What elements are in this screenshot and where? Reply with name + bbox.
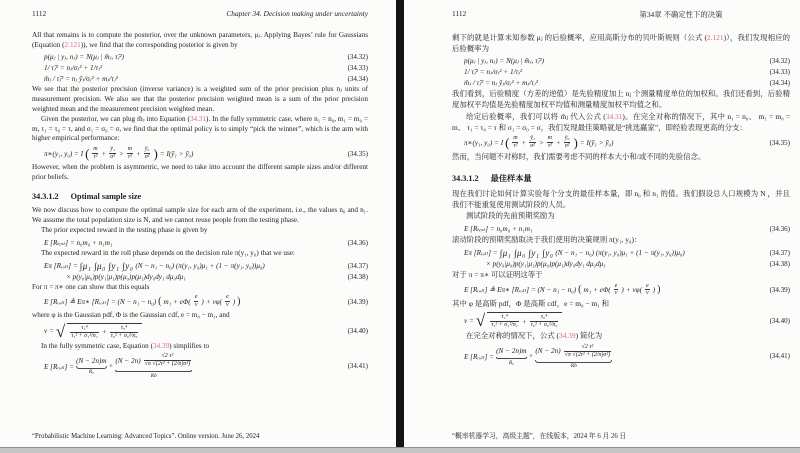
operator: + <box>135 149 141 158</box>
book-footer: “概率机器学习，高级主题”，在线版本，2024 年 6 月 26 日 <box>452 433 627 440</box>
equation-34-39 <box>44 294 368 309</box>
paragraph-optimal-policy: 对于 π = π∗ 可以证明这等于 <box>452 269 543 279</box>
equation-number: (34.40) <box>347 327 368 336</box>
equation-reference-link[interactable]: 34.31 <box>189 115 207 124</box>
equation-term: + vφ( <box>205 297 223 306</box>
chapter-running-title: 第34章 不确定性下的决策 <box>639 10 723 19</box>
equation-body: m̂ⱼ / τ̂ⱼ² = nⱼ ȳⱼ/σⱼ² + mⱼ/τⱼ² <box>464 79 538 88</box>
underbraced-term <box>535 344 612 369</box>
equation-number: (34.35) <box>347 149 368 158</box>
paragraph-text: All that remains is to compute the posterior, over the unknown parameters, μⱼ. Applying Bayes’ rule for Gaussians (Equation ( <box>32 31 368 49</box>
denominator: v <box>614 290 618 297</box>
denominator: σ² <box>144 154 150 161</box>
paragraph-prior-reward: 测试阶段的先前预期奖励为 <box>466 211 555 221</box>
numerator: e <box>614 282 618 289</box>
close-paren: ) <box>237 295 241 307</box>
operator: + <box>108 362 114 371</box>
radicand <box>67 323 142 340</box>
denominator: τ₀² + σ₀²/n₀ <box>110 332 138 339</box>
equation-lhs: Eπ [Rᵣₒₗₗ] = <box>464 249 498 258</box>
equation-34-38 <box>486 260 790 268</box>
denominator: σ² <box>564 143 570 150</box>
fraction <box>109 146 116 161</box>
equation-reference-link[interactable]: 34.39 <box>152 341 170 350</box>
equation-body <box>44 146 193 161</box>
denominator: √π √(2τ² + (2/n)σ²) <box>144 361 191 368</box>
equation-34-38 <box>66 273 368 281</box>
equation-34-37 <box>44 261 368 271</box>
equation-number: (34.41) <box>769 352 790 361</box>
denominator: τ² <box>93 154 98 161</box>
fraction <box>530 314 559 329</box>
equation-term <box>535 344 612 359</box>
paragraph-asymmetric-note: However, when the problem is asymmetric, we need to take into account the different sample sizes and/or different prior beliefs. <box>32 162 368 181</box>
paragraph-sample-size-intro: 现在我们讨论如何计算实验每个分支的最佳样本量，即 n₀ 和 n₁ 的值。我们假设总人口规模为 N ，并且我们不能重复使用测试阶段的人员。 <box>452 188 790 209</box>
equation-34-36 <box>44 238 368 247</box>
denominator: τ₁² + σ₁²/n₁ <box>491 322 518 329</box>
fraction <box>512 135 518 150</box>
equation-term: (N − 2n) <box>115 356 141 365</box>
integral-signs: ∫μ₁ ∫μ₀ ∫y₁ ∫y₀ <box>499 247 554 258</box>
equation-rhs: = I(ȳ₁ > ȳ₀) <box>579 138 614 147</box>
paragraph-precision-explanation: We see that the posterior precision (inverse variance) is a weighted sum of the prior precision plus nⱼ units of measurement precision. We also see that the posterior precision weighted mean is a sum of the prior precision weighted mean and the measurement precision weighted mean. <box>32 85 368 113</box>
radicand <box>487 312 562 329</box>
denominator: τ² <box>127 154 132 161</box>
open-paren: ( <box>505 135 510 151</box>
paragraph-text: In the fully symmetric case, Equation ( <box>41 341 153 350</box>
equation-number: (34.41) <box>347 362 368 371</box>
close-paren: ) <box>657 283 661 295</box>
fraction <box>529 135 536 150</box>
equation-lhs: E [Rᵣₒₗₗ] ≜ Eπ∗ [Rᵣₒₗₗ] = (N − n₁ − n₀) <box>464 286 577 295</box>
equation-number: (34.36) <box>769 224 790 233</box>
equation-term: + vφ( <box>625 285 643 294</box>
numerator: τ₀⁴ <box>120 324 128 331</box>
section-number: 34.3.1.2 <box>452 173 479 183</box>
paragraph-symmetric-case <box>32 115 368 144</box>
equation-34-33 <box>464 67 790 76</box>
equation-term: (N − 2n)m <box>76 356 107 365</box>
numerator: √2 τ² <box>581 343 594 350</box>
open-paren: ( <box>578 283 582 295</box>
equation-body: p(μⱼ | yⱼ, nⱼ) = N(μⱼ | m̂ⱼ, τ̂ⱼ²) <box>44 53 125 62</box>
numerator: m <box>127 146 133 153</box>
page-chinese <box>404 0 800 447</box>
paragraph-roll-reward: 滚动阶段的预期奖励取决于我们使用的决策规则 π(y₁, y₀)： <box>452 235 642 245</box>
section-number: 34.3.1.2 <box>32 192 59 202</box>
equation-lhs: v = <box>464 316 474 325</box>
equation-lhs: E [Rᵣₒₗₗ] ≜ Eπ∗ [Rᵣₒₗₗ] = (N − n₁ − n₀) <box>44 298 157 307</box>
equation-body: 1/ τ̂ⱼ² = nⱼ/σⱼ² + 1/τⱼ² <box>44 64 103 73</box>
denominator: √π √(2τ² + (2/n)σ²) <box>564 351 611 358</box>
paragraph-text: 在完全对称的情况下，公式 ( <box>466 331 559 341</box>
equation-term: (N − 2n) <box>535 347 561 356</box>
numerator: τ₁⁴ <box>81 324 88 331</box>
close-paren: ) <box>573 135 578 151</box>
equation-lhs: π∗(y₁, y₀) = I <box>44 150 84 159</box>
paragraph-text: ). In the fully symmetric case, where n₁ = n₀, m₁ = m₀ = m, τ₁ = τ₀ = τ, and σ₁ = σ₀ = σ, we find that the optimal policy is to simply “pick the winner”, which is the arm with higher empirical performance: <box>32 115 368 143</box>
equation-lhs: π∗(y₁, y₀) = I <box>464 139 504 148</box>
fraction <box>547 135 553 150</box>
paragraph-gaussian-defs: where φ is the Gaussian pdf, Φ is the Gaussian cdf, e = m₀ − m₁, and <box>32 311 230 320</box>
equation-number: (34.37) <box>347 261 368 270</box>
equation-34-35 <box>464 135 790 150</box>
underbraced-term <box>496 347 526 366</box>
fraction <box>614 283 619 298</box>
equation-body <box>44 294 240 309</box>
equation-34-33 <box>44 63 368 72</box>
equation-number: (34.38) <box>769 259 790 268</box>
operator: + <box>521 317 527 326</box>
operator: > <box>119 149 124 158</box>
fraction <box>564 344 612 359</box>
equation-number: (34.35) <box>769 138 790 147</box>
equation-rhs: = I(ȳ₁ > ȳ₀) <box>159 149 194 158</box>
section-title: Optimal sample size <box>70 192 142 202</box>
paragraph-text: ) simplifies to <box>169 341 210 350</box>
equation-body: p(μⱼ | yⱼ, nⱼ) = N(μⱼ | m̂ⱼ, τ̂ⱼ²) <box>464 57 545 66</box>
page-divider <box>396 0 404 447</box>
equation-body: E [Rₜₑₛₜ] = n₀m₀ + n₁m₁ <box>44 239 113 248</box>
underbrace-label: Rb <box>570 363 577 370</box>
equation-number: (34.32) <box>347 52 368 61</box>
equation-body <box>464 248 685 258</box>
underbraced-term <box>115 353 192 378</box>
page-english <box>0 0 396 447</box>
numerator: ȳ₁ <box>110 146 115 153</box>
paragraph-symmetric-case <box>452 112 790 133</box>
numerator: e <box>226 294 229 301</box>
equation-body <box>464 283 660 298</box>
equation-rhs: (N − n₁ − n₀) (π(y₁, y₀)μ₁ + (1 − π(y₁, y₀))μ₀) <box>135 261 265 270</box>
equation-reference-link[interactable]: 34.31 <box>605 111 623 121</box>
equation-lhs: E [Rᵣₒₗₗ] = <box>464 352 495 361</box>
equation-34-35 <box>44 146 368 161</box>
denominator: σ² <box>530 143 536 150</box>
paragraph-simplification <box>32 342 368 352</box>
equation-body: 1/ τ̂ⱼ² = nⱼ/σⱼ² + 1/τⱼ² <box>464 68 523 77</box>
equation-term: ) <box>652 285 656 294</box>
equation-34-37 <box>464 248 790 258</box>
equation-number: (34.39) <box>769 285 790 294</box>
paragraph-sample-size-intro: We now discuss how to compute the optimal sample size for each arm of the experiment, i.e., the values n₀ and n₁. We assume the total population size is N, and we cannot reuse people from the testing phase. <box>32 206 368 224</box>
section-heading <box>452 173 790 184</box>
underbraced-term <box>76 357 106 376</box>
integral-signs: ∫μ₁ ∫μ₀ ∫y₁ ∫y₀ <box>79 260 134 271</box>
paragraph-text: ) 简化为 <box>575 331 603 341</box>
fraction <box>92 146 98 161</box>
underbrace-label: Rₐ <box>508 359 514 366</box>
equation-term: ) <box>201 297 204 306</box>
operator: + <box>101 149 107 158</box>
section-title: 最佳样本量 <box>490 173 532 183</box>
numerator: e <box>194 294 198 301</box>
denominator: v <box>194 302 198 309</box>
equation-number: (34.34) <box>347 74 368 83</box>
numerator: m <box>93 146 98 153</box>
equation-34-40 <box>464 312 790 329</box>
equation-34-32 <box>44 52 368 61</box>
fraction <box>144 353 192 368</box>
paragraph-prior-reward: The prior expected reward in the testing phase is given by <box>41 226 208 235</box>
operator: + <box>101 328 107 337</box>
equation-term: ) <box>232 297 236 306</box>
operator: + <box>521 138 527 147</box>
paragraph-text: )），我们发现相应的后验概率为 <box>452 33 790 53</box>
equation-body <box>44 323 142 340</box>
paragraph-text: 剩下的就是计算未知参数 μⱼ 的后验概率，应用高斯分布的贝叶斯规则（公式 ( <box>452 33 707 42</box>
equation-reference-link[interactable]: 2.121 <box>706 33 724 42</box>
numerator: ȳ₀ <box>144 146 150 153</box>
page-number: 1112 <box>452 9 467 18</box>
equation-number: (34.36) <box>347 238 368 247</box>
operator: + <box>555 138 561 147</box>
bottom-strip <box>0 447 800 453</box>
equation-number: (34.37) <box>769 248 790 257</box>
denominator: v <box>646 290 649 297</box>
equation-number: (34.38) <box>347 272 368 281</box>
numerator: e <box>646 282 649 289</box>
page-header <box>452 9 790 20</box>
fraction <box>70 325 99 340</box>
paragraph-text: 给定后验概率，我们可以将 m̂ⱼ 代入公式 ( <box>466 111 606 121</box>
equation-number: (34.39) <box>347 297 368 306</box>
paragraph-asymmetric-note: 然而，当问题不对称时，我们需要考虑不同的样本大小和/或不同的先验信念。 <box>452 152 706 162</box>
fraction <box>127 146 133 161</box>
equation-34-41 <box>44 353 368 378</box>
numerator: √2 τ² <box>161 353 174 360</box>
page-header <box>32 9 368 18</box>
fraction <box>194 294 199 309</box>
section-heading <box>32 192 368 201</box>
open-paren: ( <box>85 146 90 162</box>
radical-sign: √ <box>475 311 486 331</box>
equation-number: (34.32) <box>769 56 790 65</box>
equation-body <box>44 353 192 378</box>
equation-number: (34.40) <box>769 316 790 325</box>
underbrace-label: Rₐ <box>88 369 94 376</box>
paragraph-simplification <box>452 331 790 342</box>
equation-lhs: E [Rᵣₒₗₗ] = <box>44 362 75 371</box>
operator: > <box>539 138 544 147</box>
denominator: τ² <box>547 143 552 150</box>
equation-34-40 <box>44 323 368 340</box>
radical-sign: √ <box>55 321 66 341</box>
fraction <box>564 135 571 150</box>
paragraph-gaussian-defs: 其中 φ 是高斯 pdf，Φ 是高斯 cdf，e = m₀ − m₁ 和 <box>452 299 609 309</box>
book-footer: “Probabilistic Machine Learning: Advanced Topics”. Online version. June 26, 2024 <box>32 433 260 440</box>
denominator: τ₁² + σ₁²/n₁ <box>71 332 98 339</box>
paragraph-text: )), we find that the corresponding posterior is given by <box>80 40 238 49</box>
denominator: v <box>226 302 229 309</box>
numerator: m <box>547 135 553 142</box>
fraction <box>645 283 650 298</box>
equation-reference-link[interactable]: 2.121 <box>64 40 81 49</box>
fraction <box>225 294 230 309</box>
fraction <box>490 314 519 329</box>
paragraph-optimal-policy: For π = π∗ one can show that this equals <box>32 282 150 291</box>
equation-term: m₁ + eΦ( <box>163 297 191 306</box>
equation-rhs: (N − n₁ − n₀) (π(y₁, y₀)μ₁ + (1 − π(y₁, y₀))μ₀) <box>555 248 685 257</box>
denominator: σ² <box>110 154 116 161</box>
underbrace-label: Rb <box>150 372 157 379</box>
fraction <box>144 146 151 161</box>
equation-body: × p(y₀|μ₀)p(y₁|μ₁)p(μ₀)p(μ₁)dy₀dy₁ dμ₀dμ₁ <box>486 259 606 268</box>
equation-body: m̂ⱼ / τ̂ⱼ² = nⱼ ȳⱼ/σⱼ² + mⱼ/τⱼ² <box>44 75 118 84</box>
paragraph-roll-reward: The expected reward in the roll phase depends on the decision rule π(y₁, y₀) that we use: <box>41 249 295 258</box>
numerator: ȳ₁ <box>530 135 535 142</box>
equation-body <box>464 344 612 369</box>
paragraph-posterior-intro <box>452 33 790 54</box>
close-paren: ) <box>153 146 158 162</box>
fraction <box>110 325 139 340</box>
equation-34-36 <box>464 224 790 233</box>
denominator: τ₀² + σ₀²/n₀ <box>530 322 558 329</box>
paragraph-text: Given the posterior, we can plug m̂ⱼ into Equation ( <box>41 115 190 124</box>
equation-lhs: Eπ [Rᵣₒₗₗ] = <box>44 262 78 271</box>
equation-34-39 <box>464 283 790 298</box>
numerator: m <box>513 135 518 142</box>
equation-lhs: v = <box>44 327 54 336</box>
denominator: τ² <box>513 143 518 150</box>
numerator: τ₁⁴ <box>501 314 508 321</box>
open-paren: ( <box>158 295 162 307</box>
equation-body <box>464 135 613 150</box>
equation-34-41 <box>464 344 790 369</box>
equation-body <box>464 312 562 329</box>
chapter-running-title: Chapter 34. Decision making under uncertainty <box>226 9 368 18</box>
numerator: ȳ₀ <box>564 135 570 142</box>
paragraph-text: )。在完全对称的情况下，其中 n₁ = n₀、 m₁ = m₀ = m、 τ₁ = τ₀ = τ 和 σ₁ = σ₀ = σ，我们发现最佳策略就是“挑选赢家”，即经验表现更高的分支： <box>452 111 790 132</box>
equation-term: (N − 2n)m <box>496 347 527 356</box>
equation-34-34 <box>464 78 790 87</box>
paragraph-precision-explanation: 我们看到，后验精度（方差的逆值）是先验精度加上 nⱼ 个测量精度单位的加权和。我们还看到，后验精度加权平均值是先验精度加权平均值和测量精度加权平均值之和。 <box>452 89 790 110</box>
equation-term: m₁ + eΦ( <box>583 285 611 294</box>
equation-number: (34.33) <box>769 67 790 76</box>
equation-number: (34.34) <box>769 78 790 87</box>
equation-body <box>44 261 265 271</box>
equation-term: ) <box>621 285 624 294</box>
equation-body: E [Rₜₑₛₜ] = n₀m₀ + n₁m₁ <box>464 225 533 234</box>
numerator: τ₀⁴ <box>540 314 548 321</box>
equation-number: (34.33) <box>347 63 368 72</box>
equation-body: × p(y₀|μ₀)p(y₁|μ₁)p(μ₀)p(μ₁)dy₀dy₁ dμ₀dμ₁ <box>66 272 186 281</box>
equation-34-32 <box>464 56 790 65</box>
equation-reference-link[interactable]: 34.39 <box>559 331 576 341</box>
equation-34-34 <box>44 74 368 83</box>
page-number: 1112 <box>32 9 47 18</box>
paragraph-posterior-intro <box>32 31 368 50</box>
equation-term <box>115 353 192 368</box>
operator: + <box>528 352 534 361</box>
